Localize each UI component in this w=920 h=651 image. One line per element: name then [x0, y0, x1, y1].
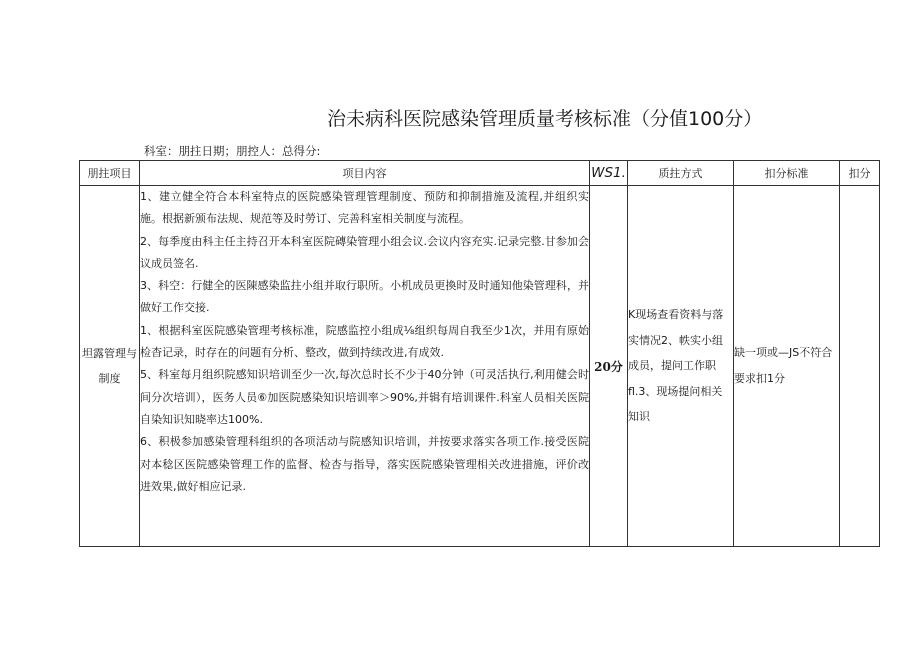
header-score: WS1. — [590, 161, 628, 186]
content-item: 1、建立健全符合本科室特点的医院感染管理管理制度、预防和抑制措施及流程,并组织实施。根据新颁布法规、规范等及时勞订、完善科室相关制度与流程。 — [140, 190, 589, 226]
content-item: 6、积极参加感染管理科组织的各项活动与院感知识培训，并按要求落实各项工作.接受医院对本稔区医院感染管理工作的监督、检杏与指导，落实医院感染管理相关改进措施，评价改进效果,做好相应记录. — [140, 435, 589, 493]
content-cell — [140, 186, 590, 547]
header-category: 朋拄项目 — [80, 161, 140, 186]
assessment-table — [79, 160, 880, 547]
category-cell: 坦露管理与制度 — [80, 186, 140, 547]
document-title: 治未病科医院感染管理质量考核标准（分值100分） — [327, 108, 763, 130]
score-cell: 20分 — [590, 186, 628, 547]
criteria-cell: 缺一项或—JS不符合要求扣1分 — [734, 186, 840, 547]
content-item: 5、科室每月组织院感知识培训至少一次,每次总时长不少于40分钟（可灵活执行,利用健会时间分次培训），医务人员⑥加医院感染知识培训率＞90%,并辑有培训课件.科室人员相关医院自染知识知晓率达100%. — [140, 368, 589, 426]
table-row — [80, 186, 880, 547]
content-item: 3、科空：行健全的医陳感染监拄小组并取行职所。小机成员更換时及时通知他染管理科，并做好工作交接. — [140, 279, 589, 315]
content-item: 2、每季度由科主任主持召开本科室医院磚染管理小组会议.会议内容充实.记录完整.甘参加会议成员签名. — [140, 234, 589, 270]
header-deduction: 扣分 — [840, 161, 880, 186]
table-header-row — [80, 161, 880, 186]
header-criteria: 扣分标准 — [734, 161, 840, 186]
content-item: 1、根据科室医院感染管理考核标准，院感监控小组成⅛组织每周自我至少1次，并用有原始检杳记录，时存在的问题有分析、整改，做到持续改进,有成效. — [140, 323, 589, 360]
department-info-line: 科室：朋拄日期；朋控人：总得分: — [144, 144, 321, 158]
header-content: 项目内容 — [140, 161, 590, 186]
method-cell: K现场查看资料与落实情况2、帙实小组成员，提问工作职fl.3、现场提问相关知识 — [628, 186, 734, 547]
deduction-cell — [840, 186, 880, 547]
header-method: 质拄方式 — [628, 161, 734, 186]
